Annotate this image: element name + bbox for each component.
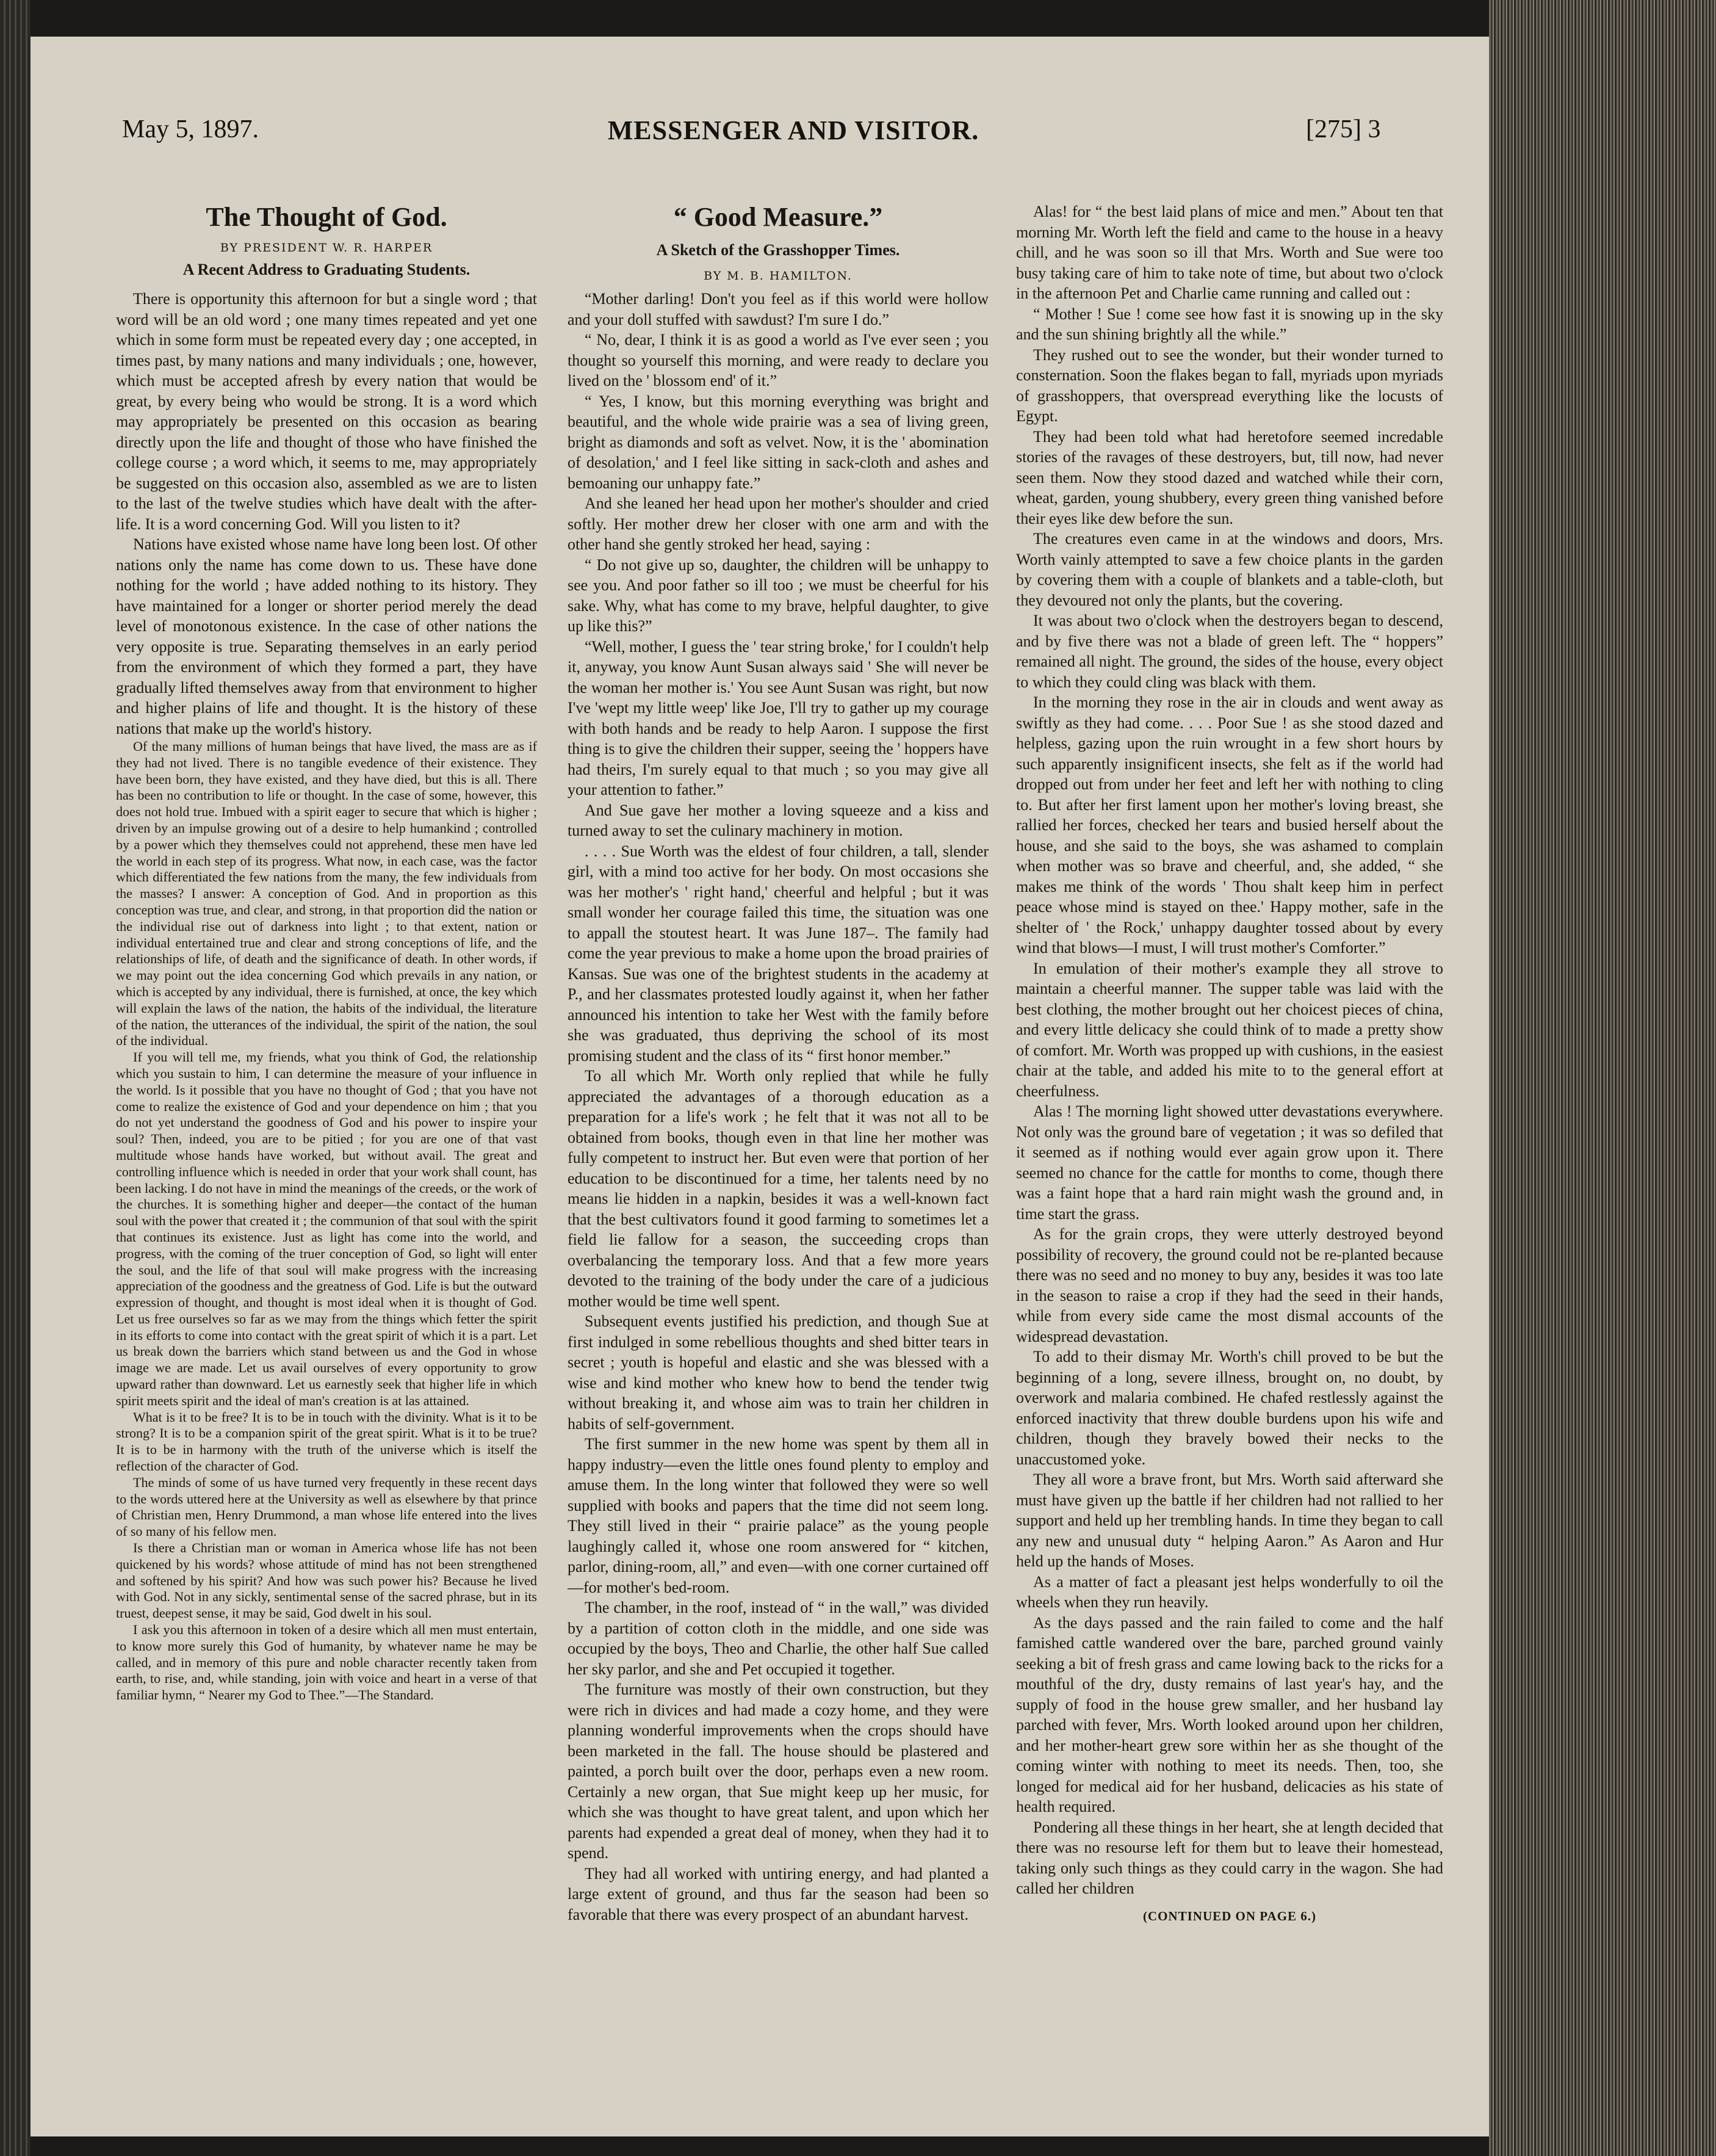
paragraph: Subsequent events justified his prediction, and though Sue at first indulged in some rebellious thoughts and shed bitter tears in secret ; youth is hopeful and elastic and she was blessed with a wise and kind mother who knew how to bend the tender twig without breaking it, and whose aim was to train her children in habits of self-government. [568, 1312, 989, 1433]
paragraph: “Well, mother, I guess the ' tear string broke,' for I couldn't help it, anyway, you know Aunt Susan always said ' She will never be the woman her mother is.' You see Aunt Susan was right, but now I've 'wept my little weep' like Joe, I'll try to gather up my courage with both hands and be ready to help Aaron. I suppose the first thing is to give the children their supper, seeing the ' hoppers have had theirs, I'm surely equal to that much ; so you may give all your attention to father.” [568, 637, 989, 798]
paragraph: The first summer in the new home was spent by them all in happy industry—even the little ones found plenty to employ and amuse them. In the long winter that followed they were so well supplied with books and papers that the time did not seem long. They still lived in their “ prairie palace” as the young people laughingly called it, whose one room answered for “ kitchen, parlor, dining-room, all,” and even—with one corner curtained off—for mother's bed-room. [568, 1435, 989, 1596]
paragraph: Pondering all these things in her heart, she at length decided that there was no resourse left for them but to leave their homestead, taking only such things as they could carry in the wagon. She had called her children [1016, 1818, 1443, 1897]
paragraph: . . . . Sue Worth was the eldest of four children, a tall, slender girl, with a mind too active for her body. On most occasions she was her mother's ' right hand,' cheerful and helpful ; but it was small wonder her courage failed this time, the situation was one to appall the stoutest heart. It was June 187–. The family had come the year previous to make a home upon the broad prairies of Kansas. Sue was one of the brightest students in the academy at P., and her classmates protested loudly against it, when her father announced his intention to take her West with the family before she was graduated, thus depriving the school of its most promising student and the class of its “ first honor member.” [568, 842, 989, 1065]
newspaper-page [31, 37, 1489, 2136]
paragraph: As the days passed and the rain failed to come and the half famished cattle wandered over the bare, parched ground vainly seeking a bit of fresh grass and came lowing back to the ricks for a mouthful of the dry, dusty remains of last year's hay, and the supply of food in the house grew smaller, and her husband lay parched with fever, Mrs. Worth looked around upon her children, and her mother-heart grew sore within her as she thought of the coming winter with nothing to meet its needs. Then, too, she longed for medical aid for her husband, delicacies as his state of health required. [1016, 1613, 1443, 1815]
paragraph: “ Do not give up so, daughter, the children will be unhappy to see you. And poor father so ill too ; we must be cheerful for his sake. Why, what has come to my brave, helpful daughter, to give up like this?” [568, 555, 989, 635]
paragraph: In the morning they rose in the air in clouds and went away as swiftly as they had come. . . . Poor Sue ! as she stood dazed and helpless, gazing upon the ruin wrought in a few short hours by such apparently insignificent insects, she felt as if the world had dropped out from under her feet and left her with nothing to cling to. But after her first lament upon her mother's loving breast, she rallied her forces, checked her tears and busied herself about the house, and she said to the boys, she was ashamed to complain when mother was so brave and cheerful, and, she added, “ she makes me think of the words ' Thou shalt keep him in perfect peace whose mind is stayed on thee.' Happy mother, safe in the shelter of ' the Rock,' unhappy daughter tossed about by every wind that blows—I must, I will trust mother's Comforter.” [1016, 693, 1443, 957]
paragraph: To all which Mr. Worth only replied that while he fully appreciated the advantages of a thorough education as a preparation for a life's work ; he felt that it was not all to be obtained from books, though even in that line her mother was fully competent to instruct her. But even were that portion of her education to be discontinued for a time, her talents need by no means lie hidden in a napkin, besides it was a well-known fact that the best cultivators found it good farming to sometimes let a field lie fallow for a season, the succeeding crops than overbalancing the temporary loss. And that a few more years devoted to the training of the body under the care of a judicious mother would be time well spent. [568, 1067, 989, 1310]
paragraph: And Sue gave her mother a loving squeeze and a kiss and turned away to set the culinary machinery in motion. [568, 801, 989, 839]
paragraph: They had been told what had heretofore seemed incredable stories of the ravages of these destroyers, but, till now, had never seen them. Now they stood dazed and watched while their corn, wheat, garden, young shubbery, every green thing vanished before their eyes like dew before the sun. [1016, 427, 1443, 527]
column-2 [568, 201, 989, 2039]
paragraph: “ Yes, I know, but this morning everything was bright and beautiful, and the whole wide prairie was a sea of living green, bright as diamonds and soft as velvet. Now, it is the ' abomination of desolation,' and I feel like sitting in sack-cloth and ashes and bemoaning our unhappy fate.” [568, 392, 989, 492]
paragraph: They had all worked with untiring energy, and had planted a large extent of ground, and thus far the season had been so favorable that there was every prospect of an abundant harvest. [568, 1864, 989, 1923]
paragraph: It was about two o'clock when the destroyers began to descend, and by five there was not a blade of green left. The “ hoppers” remained all night. The ground, the sides of the house, every object to which they could cling was black with them. [1016, 612, 1443, 691]
paragraph: If you will tell me, my friends, what you think of God, the relationship which you sustain to him, I can determine the measure of your influence in the world. Is it possible that you have no thought of God ; that you have not come to realize the existence of God and your dependence on him ; that you do not yet understand the goodness of God and his power to inspire your soul? Then, indeed, you are to be pitied ; for you are one of that vast multitude whose hands have worked, but without avail. The great and controlling influence which is needed in order that your work shall count, has been lacking. I do not have in mind the meanings of the creeds, or the work of the churches. It is something higher and deeper—the contact of the human soul with the power that created it ; the communion of that soul with the spirit that continues its existence. Just as light has come into the world, and progress, with the coming of the truer conception of God, so light will enter the soul, and the life of that soul will make progress with the increasing appreciation of the goodness and the greatness of God. Life is but the outward expression of thought, and thought is most ideal when it is thought of God. Let us free ourselves so far as we may from the things which fetter the spirit in its efforts to come into contact with the great spirit of which it is a part. Let us break down the barriers which stand between us and the God in whose image we are made. Let us avail ourselves of every opportunity to grow upward rather than downward. Let us earnestly seek that higher life in which spirit meets spirit and the ideal of man's creation is at las attained. [116, 1049, 537, 1408]
paragraph: The creatures even came in at the windows and doors, Mrs. Worth vainly attempted to save a few choice plants in the garden by covering them with a couple of blankets and a table-cloth, but they devoured not only the plants, but the covering. [1016, 530, 1443, 609]
paragraph: They all wore a brave front, but Mrs. Worth said afterward she must have given up the battle if her children had not rallied to her support and held up her trembling hands. In time they began to call any new and unusual duty “ helping Aaron.” As Aaron and Hur held up the hands of Moses. [1016, 1470, 1443, 1570]
column-1 [116, 201, 537, 2039]
article-title: “ Good Measure.” [673, 202, 883, 232]
article-title: The Thought of God. [206, 202, 447, 232]
paragraph: I ask you this afternoon in token of a desire which all men must entertain, to know more surely this God of humanity, by whatever name he may be called, and in memory of this pure and noble character recently taken from earth, to rise, and, while standing, join with voice and heart in a verse of that familiar hymn, “ Nearer my God to Thee.”—The Standard. [116, 1622, 537, 1703]
adjacent-page-edge [0, 0, 31, 2156]
paragraph: “ Mother ! Sue ! come see how fast it is snowing up in the sky and the sun shining brightly all the while.” [1016, 305, 1443, 343]
paragraph: The minds of some of us have turned very frequently in these recent days to the words uttered here at the University as well as elsewhere by that prince of Christian men, Henry Drummond, a man whose life entered into the lives of so many of his fellow men. [116, 1474, 537, 1539]
paragraph: What is it to be free? It is to be in touch with the divinity. What is it to be strong? It is to be a companion spirit of the great spirit. What is it to be true? It is to be in harmony with the truth of the universe which is itself the reflection of the character of God. [116, 1409, 537, 1474]
paragraph: “ No, dear, I think it is as good a world as I've ever seen ; you thought so yourself this morning, and were ready to declare you lived on the ' blossom end' of it.” [568, 331, 989, 389]
issue-date: May 5, 1897. [122, 115, 259, 143]
page-number: [275] 3 [1306, 115, 1381, 143]
paragraph: As for the grain crops, they were utterly destroyed beyond possibility of recovery, the ground could not be re-planted because there was no seed and no money to buy any, besides it was too late in the season to raise a crop if they had the seed in their hands, while from every side came the most dismal accounts of the widespread devastation. [1016, 1225, 1443, 1345]
paragraph: “Mother darling! Don't you feel as if this world were hollow and your doll stuffed with sawdust? I'm sure I do.” [568, 290, 989, 328]
paragraph: Of the many millions of human beings that have lived, the mass are as if they had not lived. There is no tangible evedence of their existence. They have been born, they have existed, and they have died, but this is all. There has been no contribution to life or thought. In the case of some, however, this does not hold true. Imbued with a spirit eager to secure that which is higher ; driven by an impulse growing out of a desire to help humankind ; controlled by a power which they themselves could not apprehend, these men have led the world in each step of its progress. What now, in each case, was the factor which differentiated the few nations from the many, the few individuals from the masses? I answer: A conception of God. And in proportion as this conception was true, and clear, and strong, in that proportion did the nation or the individual rise out of darkness into light ; to that extent, nation or individual entertained true and clear and strong conceptions of life, and the relationships of life, of death and the significance of death. In other words, if we may point out the idea concerning God which prevails in any nation, or which is accepted by any individual, there is furnished, at once, the key which will explain the laws of the nation, the habits of the individual, the literature of the nation, the utterances of the individual, the spirit of the nation, the soul of the individual. [116, 739, 537, 1049]
book-page-edges [1489, 0, 1716, 2156]
continued-notice: (CONTINUED ON PAGE 6.) [1142, 1908, 1317, 1923]
column-3 [1016, 110, 1443, 1978]
paragraph: Alas! for “ the best laid plans of mice and men.” About ten that morning Mr. Worth left the field and came to the house in a heavy chill, and he was soon so ill that Mrs. Worth and Sue were too busy taking care of him to take note of time, but about two o'clock in the afternoon Pet and Charlie came running and called out : [1016, 203, 1443, 302]
article-byline: BY PRESIDENT W. R. HARPER [220, 241, 433, 255]
masthead-title: MESSENGER AND VISITOR. [607, 115, 979, 145]
paragraph: Alas ! The morning light showed utter devastations everywhere. Not only was the ground bare of vegetation ; it was so defiled that it seemed as if nothing would ever again grow upon it. There seemed no chance for the cattle for months to come, though there was a faint hope that a hard rain might wash the ground and, in time start the grass. [1016, 1102, 1443, 1223]
article-subtitle: A Sketch of the Grasshopper Times. [656, 241, 900, 259]
paragraph: The chamber, in the roof, instead of “ in the wall,” was divided by a partition of cotton cloth in the middle, and one side was occupied by the boys, Theo and Charlie, the other half Sue called her sky parlor, and she and Pet occupied it together. [568, 1599, 989, 1678]
paragraph: They rushed out to see the wonder, but their wonder turned to consternation. Soon the flakes began to fall, myriads upon myriads of grasshoppers, that overspread everything like the locusts of Egypt. [1016, 345, 1443, 425]
paragraph: There is opportunity this afternoon for but a single word ; that word will be an old word ; one many times repeated and yet one which in some form must be repeated every day ; one accepted, in times past, by many nations and many individuals ; one, however, which must be accepted afresh by every nation that would be great, by every being who would be strong. It is a word which may appropriately be presented on this occasion as bearing directly upon the life and thought of those who have finished the college course ; a word which, it seems to me, may appropriately be suggested on this occasion also, assembled as we are to listen to the last of the twelve studies which have dealt with the after-life. It is a word concerning God. Will you listen to it? [116, 290, 537, 533]
paragraph: And she leaned her head upon her mother's shoulder and cried softly. Her mother drew her closer with one arm and with the other hand she gently stroked her head, saying : [568, 494, 989, 553]
paragraph: To add to their dismay Mr. Worth's chill proved to be but the beginning of a long, severe illness, brought on, no doubt, by overwork and malaria combined. He chafed restlessly against the enforced inactivity that threw double burdens upon his wife and children, though they bravely bowed their necks to the unaccustomed yoke. [1016, 1348, 1443, 1468]
article-byline: BY M. B. HAMILTON. [704, 269, 853, 283]
paragraph: The furniture was mostly of their own construction, but they were rich in divices and had made a cozy home, and they were planning wonderful improvements when the crops should have been marketed in the fall. The house should be plastered and painted, a porch built over the door, perhaps even a new room. Certainly a new organ, that Sue might keep up her music, for which she was thought to have great talent, and upon which her parents had expended a great deal of money, when they had it to spend. [568, 1680, 989, 1862]
article-subtitle: A Recent Address to Graduating Students. [182, 261, 470, 278]
paragraph: In emulation of their mother's example they all strove to maintain a cheerful manner. The supper table was laid with the best clothing, the mother brought out her choicest pieces of china, and every little delicacy she could think of to made a pretty show of comfort. Mr. Worth was propped up with cushions, in the easiest chair at the table, and added his mite to to the general effort at cheerfulness. [1016, 959, 1443, 1100]
paragraph: Nations have existed whose name have long been lost. Of other nations only the name has come down to us. These have done nothing for the world ; have added nothing to its history. They have maintained for a longer or shorter period merely the dead level of monotonous existence. In the case of other nations the very opposite is true. Separating themselves in an early period from the environment of which they formed a part, they have gradually lifted themselves away from that environment to higher and higher plains of life and thought. It is the history of these nations that make up the world's history. [116, 535, 537, 737]
paragraph: As a matter of fact a pleasant jest helps wonderfully to oil the wheels when they run heavily. [1016, 1572, 1443, 1611]
paragraph: Is there a Christian man or woman in America whose life has not been quickened by his words? whose attitude of mind has not been strengthened and softened by his spirit? And how was such power his? Because he lived with God. Not in any sickly, sentimental sense of the sacred phrase, but in its truest, deepest sense, it may be said, God dwelt in his soul. [116, 1540, 537, 1621]
